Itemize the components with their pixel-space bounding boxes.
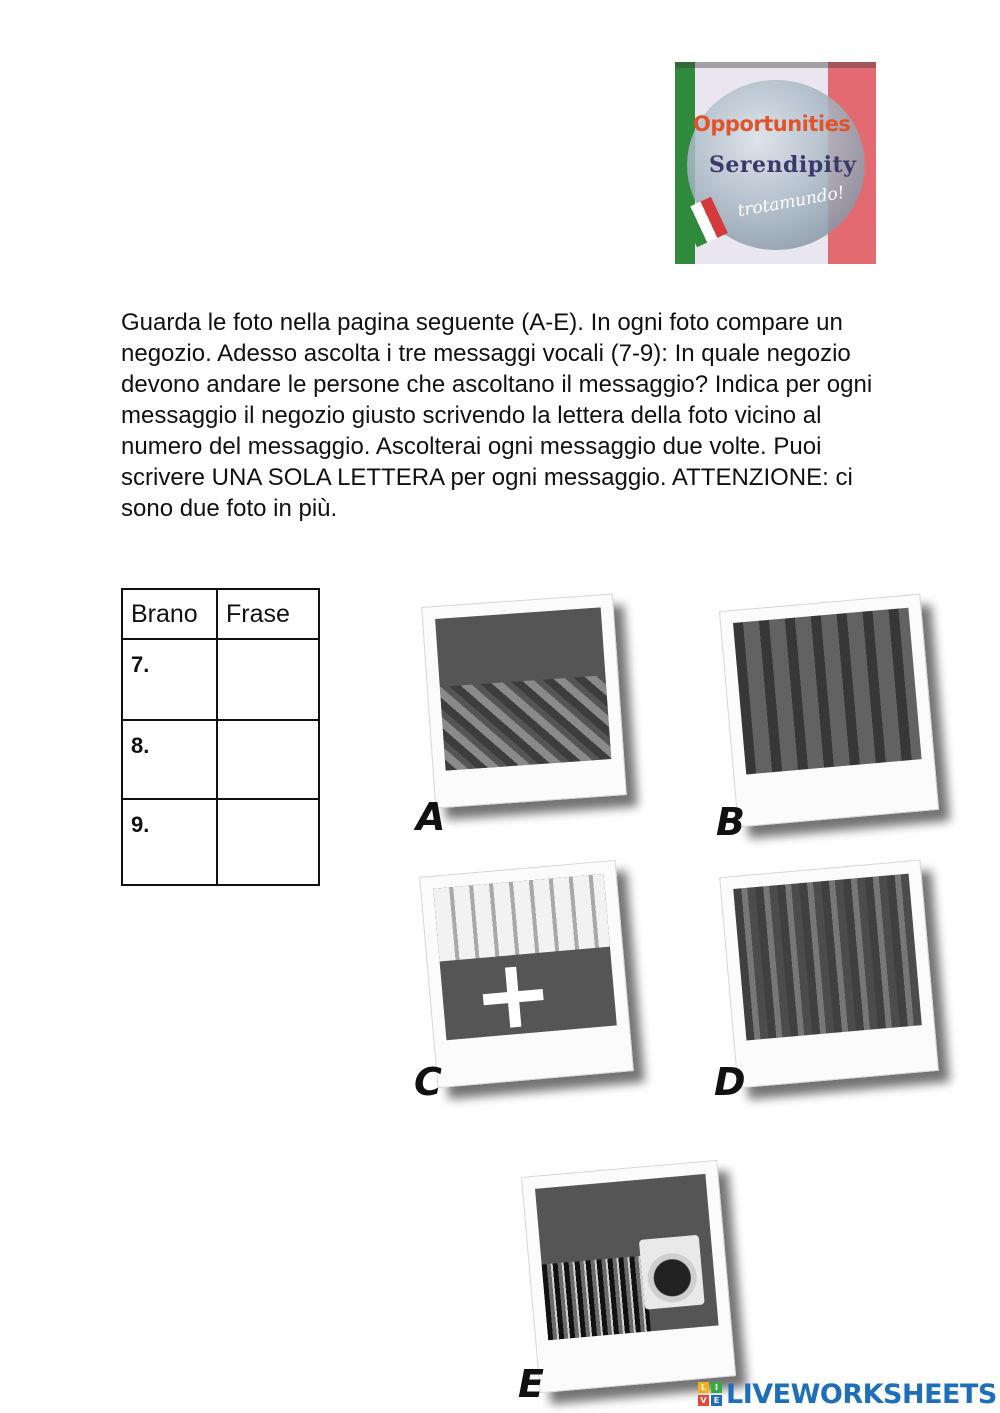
- liveworksheets-logo-icon: [698, 1382, 722, 1406]
- answer-table: [121, 588, 320, 886]
- table-row: [122, 639, 319, 720]
- row-8-brano: 8.: [122, 720, 217, 799]
- opportunities-serendipity-logo: [675, 62, 876, 264]
- row-7-brano: 7.: [122, 639, 217, 720]
- logo-square-e: E: [711, 1395, 722, 1406]
- liveworksheets-brand[interactable]: [698, 1377, 997, 1411]
- photo-b-image: [733, 608, 922, 775]
- row-8-answer-cell[interactable]: [217, 720, 319, 799]
- header-frase: Frase: [217, 589, 319, 639]
- photo-d-perfume-shop: [719, 860, 939, 1089]
- table-row: [122, 799, 319, 885]
- photo-e-label: E: [518, 1362, 544, 1406]
- photo-c-pharmacy: [419, 860, 634, 1088]
- row-9-brano: 9.: [122, 799, 217, 885]
- instructions-text: Guarda le foto nella pagina seguente (A-E). In ogni foto compare un negozio. Adesso ascolta i tre messaggi vocali (7-9): In quale negozio devono andare le persone che ascoltano il messaggio? Indica per ogni messaggio il negozio giusto scrivendo la lettera della foto vicino al numero del messaggio. Ascolterai ogni messaggio due volte. Puoi scrivere UNA SOLA LETTERA per ogni messaggio. ATTENZIONE: ci sono due foto in più.: [121, 309, 873, 522]
- logo-square-v: V: [698, 1395, 709, 1406]
- logo-text-serendipity: Serendipity: [709, 152, 857, 178]
- header-brano: Brano: [122, 589, 217, 639]
- photo-b-clothing-shop: [719, 594, 939, 828]
- row-7-answer-cell[interactable]: [217, 639, 319, 720]
- logo-text-opportunities: Opportunities: [693, 112, 851, 136]
- liveworksheets-wordmark: LIVEWORKSHEETS: [726, 1378, 997, 1410]
- photo-a-label: A: [416, 795, 446, 839]
- photo-b-label: B: [716, 800, 745, 844]
- photo-d-image: [733, 874, 922, 1041]
- photo-e-image: [535, 1174, 719, 1340]
- photo-a-toy-shop: [421, 594, 627, 809]
- table-row: [122, 720, 319, 799]
- logo-top-band: [675, 62, 876, 68]
- photo-c-image: [433, 874, 617, 1040]
- photo-d-label: D: [714, 1060, 746, 1104]
- photo-c-label: C: [414, 1060, 442, 1104]
- logo-text-trotamundo: trotamundo!: [736, 182, 847, 222]
- photo-e-dry-cleaner: [521, 1160, 736, 1393]
- logo-square-l: L: [698, 1382, 709, 1393]
- row-9-answer-cell[interactable]: [217, 799, 319, 885]
- logo-square-i: I: [711, 1382, 722, 1393]
- table-header-row: [122, 589, 319, 639]
- photo-a-image: [435, 607, 611, 770]
